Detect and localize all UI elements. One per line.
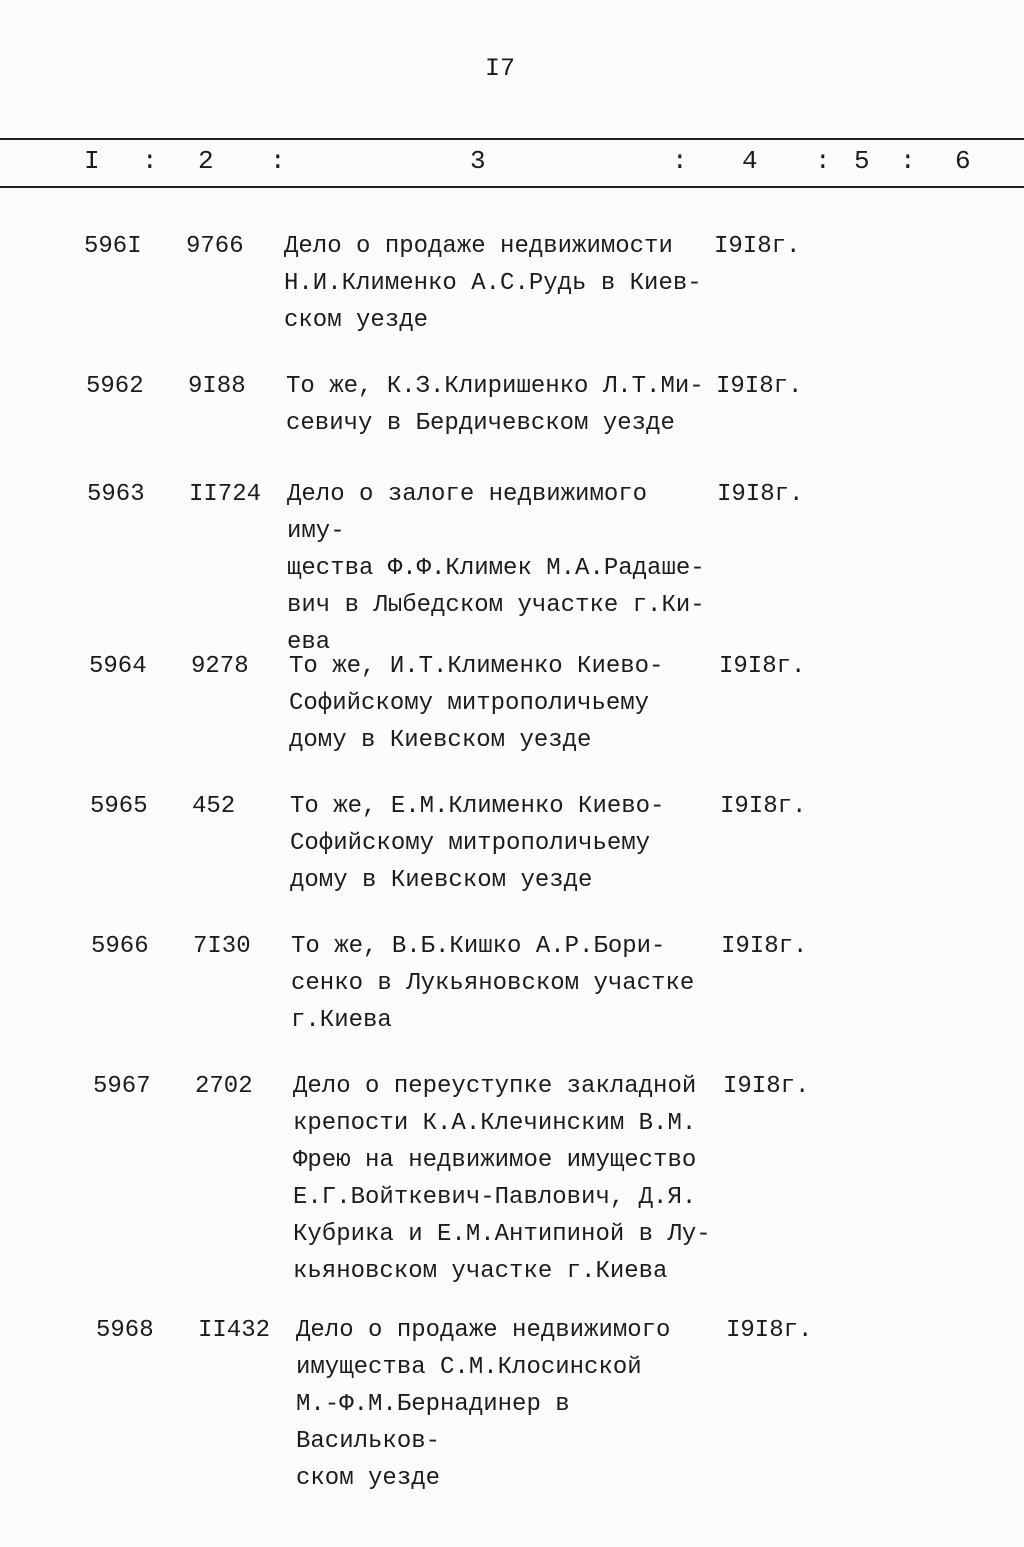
record-year: I9I8г.	[723, 1073, 810, 1100]
header-col-1: I	[84, 146, 100, 176]
header-separator: :	[900, 146, 916, 176]
file-number: 7I30	[193, 933, 251, 960]
record-number: 5967	[93, 1073, 151, 1100]
file-number: II432	[198, 1317, 271, 1344]
record-number: 5964	[89, 653, 147, 680]
record-year: I9I8г.	[721, 933, 808, 960]
header-col-2: 2	[198, 146, 214, 176]
record-description: Дело о залоге недвижимого иму- щества Ф.Ф.Климек М.А.Радаше- вич в Лыбедском участке г.Ки- ева	[287, 481, 705, 656]
file-number: 9766	[186, 233, 244, 260]
header-separator: :	[270, 146, 286, 176]
header-col-3: 3	[470, 146, 486, 176]
file-number: 9I88	[188, 373, 246, 400]
record-description: То же, Е.М.Клименко Киево- Софийскому митрополичьему дому в Киевском уезде	[290, 793, 665, 894]
record-year: I9I8г.	[717, 481, 804, 508]
record-description: То же, В.Б.Кишко А.Р.Бори- сенко в Лукьяновском участке г.Киева	[291, 933, 695, 1034]
record-year: I9I8г.	[720, 793, 807, 820]
record-description: Дело о продаже недвижимости Н.И.Клименко А.С.Рудь в Киев- ском уезде	[284, 233, 702, 334]
header-col-6: 6	[955, 146, 971, 176]
record-year: I9I8г.	[714, 233, 801, 260]
record-year: I9I8г.	[719, 653, 806, 680]
page-number: I7	[484, 54, 515, 83]
record-number: 5962	[86, 373, 144, 400]
header-separator: :	[672, 146, 688, 176]
record-year: I9I8г.	[716, 373, 803, 400]
column-header	[0, 146, 1024, 182]
file-number: 452	[192, 793, 236, 820]
header-separator: :	[815, 146, 831, 176]
header-col-4: 4	[742, 146, 758, 176]
file-number: II724	[189, 481, 262, 508]
record-year: I9I8г.	[726, 1317, 813, 1344]
header-bottom-rule	[0, 186, 1024, 188]
record-number: 596I	[84, 233, 142, 260]
header-col-5: 5	[854, 146, 870, 176]
record-number: 5963	[87, 481, 145, 508]
file-number: 2702	[195, 1073, 253, 1100]
header-top-rule	[0, 138, 1024, 140]
record-number: 5965	[90, 793, 148, 820]
record-description: То же, И.Т.Клименко Киево- Софийскому митрополичьему дому в Киевском уезде	[289, 653, 664, 754]
record-description: Дело о переуступке закладной крепости К.А.Клечинским В.М. Фрею на недвижимое имущество Е.Г.Войткевич-Павлович, Д.Я. Кубрика и Е.М.Антипиной в Лу- кьяновском участке г.Киева	[293, 1073, 711, 1285]
record-number: 5968	[96, 1317, 154, 1344]
record-number: 5966	[91, 933, 149, 960]
record-description: Дело о продаже недвижимого имущества С.М.Клосинской М.-Ф.М.Бернадинер в Васильков- ском уезде	[296, 1317, 671, 1492]
record-description: То же, К.З.Клиришенко Л.Т.Ми- севичу в Бердичевском уезде	[286, 373, 704, 437]
header-separator: :	[142, 146, 158, 176]
file-number: 9278	[191, 653, 249, 680]
